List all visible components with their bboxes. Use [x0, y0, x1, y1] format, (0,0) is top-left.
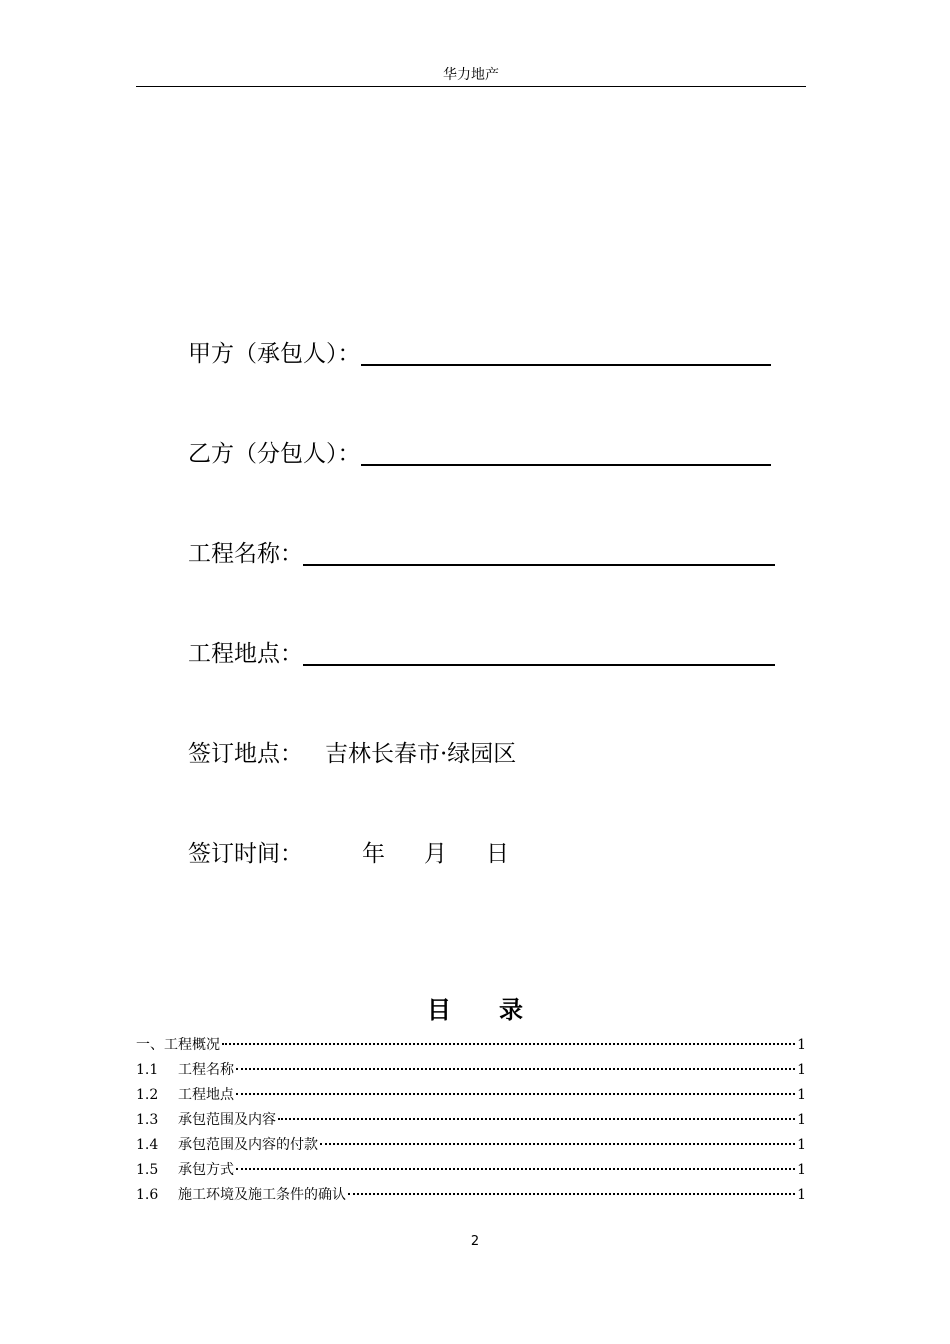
header-title: 华力地产 [443, 67, 499, 83]
toc-entry[interactable] [136, 1183, 806, 1208]
signing-time-field [188, 838, 509, 870]
toc-entry[interactable] [136, 1083, 806, 1108]
toc-entry-page: 1 [797, 1112, 806, 1128]
project-location-label: 工程地点： [188, 641, 303, 667]
table-of-contents [136, 1033, 806, 1208]
toc-entry-text: 承包范围及内容的付款 [178, 1137, 318, 1153]
toc-entry-number: 1.1 [136, 1062, 159, 1078]
signing-place-field [188, 738, 516, 770]
party-a-label: 甲方（承包人）： [188, 341, 361, 367]
toc-entry[interactable] [136, 1108, 806, 1133]
toc-entry-page: 1 [797, 1162, 806, 1178]
party-a-blank-line[interactable] [361, 364, 771, 366]
project-name-blank-line[interactable] [303, 564, 775, 566]
toc-leader-dots [222, 1043, 795, 1045]
toc-entry-number: 1.2 [136, 1087, 159, 1103]
toc-leader-dots [348, 1193, 795, 1195]
signing-year-label: 年 [362, 841, 385, 867]
signing-day-label: 日 [486, 841, 509, 867]
toc-entry-text: 工程名称 [178, 1062, 234, 1078]
signing-place-value: 吉林长春市·绿园区 [325, 741, 517, 767]
toc-entry-page: 1 [797, 1137, 806, 1153]
project-location-blank-line[interactable] [303, 664, 775, 666]
toc-entry-text: 承包范围及内容 [178, 1112, 276, 1128]
signing-month-label: 月 [424, 841, 447, 867]
toc-entry-page: 1 [797, 1187, 806, 1203]
toc-leader-dots [236, 1093, 795, 1095]
toc-entry[interactable] [136, 1158, 806, 1183]
party-b-field [188, 438, 771, 470]
page-header [136, 64, 806, 87]
toc-leader-dots [236, 1068, 795, 1070]
party-b-label: 乙方（分包人）： [188, 441, 361, 467]
signing-time-label: 签订时间： [188, 841, 303, 867]
toc-entry-text: 承包方式 [178, 1162, 234, 1178]
toc-entry-number: 1.4 [136, 1137, 159, 1153]
toc-entry-page: 1 [797, 1062, 806, 1078]
party-a-field [188, 338, 771, 370]
toc-entry-text: 工程概况 [164, 1037, 220, 1053]
toc-entry[interactable] [136, 1058, 806, 1083]
toc-leader-dots [320, 1143, 795, 1145]
toc-entry-number: 1.3 [136, 1112, 159, 1128]
toc-entry-page: 1 [797, 1037, 806, 1053]
toc-entry-number: 1.6 [136, 1187, 159, 1203]
toc-entry[interactable] [136, 1133, 806, 1158]
signing-place-label: 签订地点： [188, 741, 303, 767]
project-name-field [188, 538, 775, 570]
toc-title [0, 990, 950, 1025]
toc-entry-number: 一、 [136, 1037, 164, 1053]
party-b-blank-line[interactable] [361, 464, 771, 466]
toc-leader-dots [236, 1168, 795, 1170]
toc-entry-page: 1 [797, 1087, 806, 1103]
toc-entry-number: 1.5 [136, 1162, 159, 1178]
page-number: 2 [470, 1234, 480, 1249]
toc-entry[interactable] [136, 1033, 806, 1058]
toc-entry-text: 施工环境及施工条件的确认 [178, 1187, 346, 1203]
toc-entry-text: 工程地点 [178, 1087, 234, 1103]
toc-title-right: 录 [499, 996, 523, 1024]
project-location-field [188, 638, 775, 670]
toc-title-left: 目 [427, 996, 451, 1024]
project-name-label: 工程名称： [188, 541, 303, 567]
toc-leader-dots [278, 1118, 795, 1120]
